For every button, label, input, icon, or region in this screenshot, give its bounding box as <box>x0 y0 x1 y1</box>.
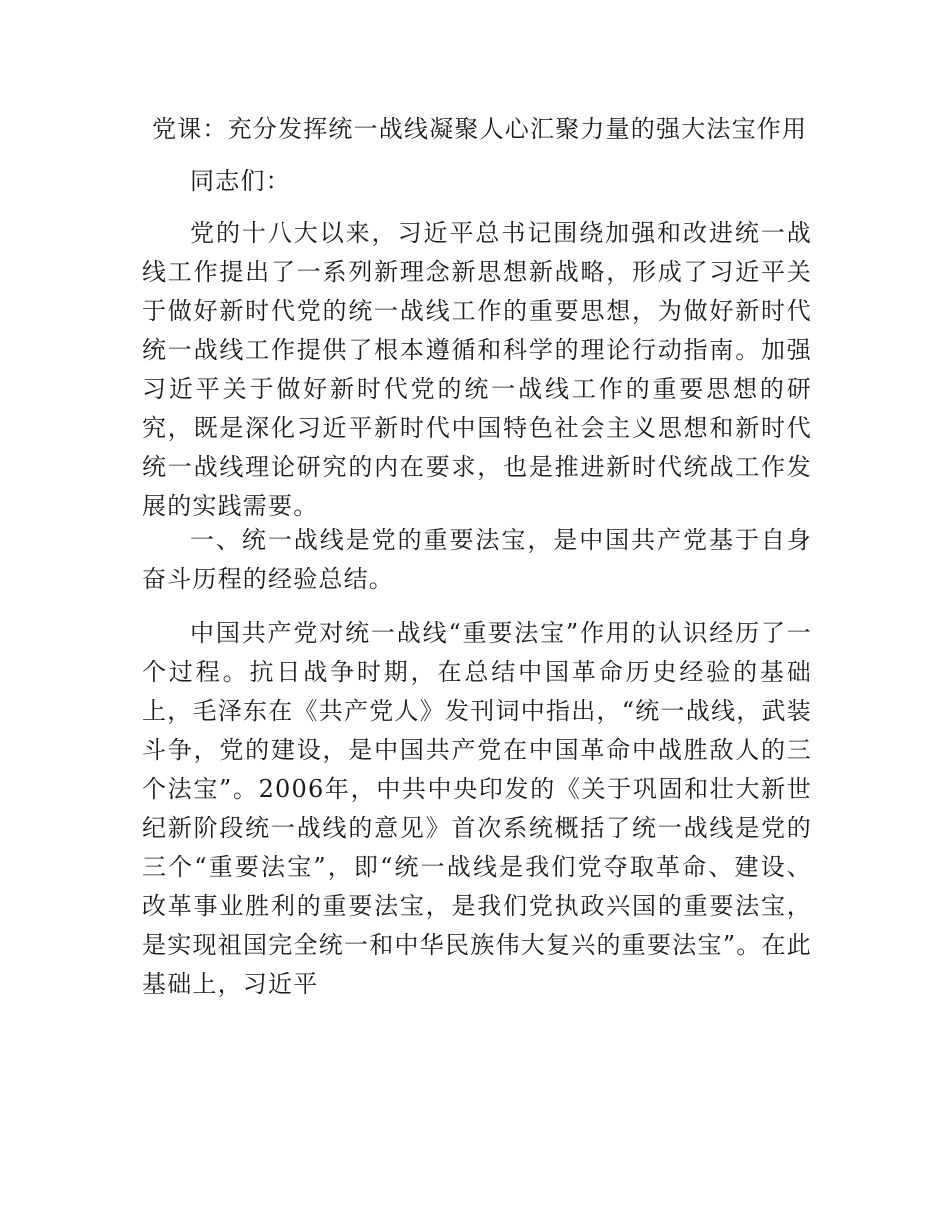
paragraph-intro: 党的十八大以来，习近平总书记围绕加强和改进统一战线工作提出了一系列新理念新思想新战略，形成了习近平关于做好新时代党的统一战线工作的重要思想，为做好新时代统一战线工作提供了根本遵循和科学的理论行动指南。加强习近平关于做好新时代党的统一战线工作的重要思想的研究，既是深化习近平新时代中国特色社会主义思想和新时代统一战线理论研究的内在要求，也是推进新时代统战工作发展的实践需要。 <box>142 219 812 520</box>
paragraph-body: 中国共产党对统一战线“重要法宝”作用的认识经历了一个过程。抗日战争时期，在总结中国革命历史经验的基础上，毛泽东在《共产党人》发刊词中指出，“统一战线，武装斗争，党的建设，是中国共产党在中国革命中战胜敌人的三个法宝”。2006年，中共中央印发的《关于巩固和壮大新世纪新阶段统一战线的意见》首次系统概括了统一战线是党的三个“重要法宝”，即“统一战线是我们党夺取革命、建设、改革事业胜利的重要法宝，是我们党执政兴国的重要法宝，是实现祖国完全统一和中华民族伟大复兴的重要法宝”。在此基础上，习近平 <box>142 619 812 998</box>
paragraph-section-heading: 一、统一战线是党的重要法宝，是中国共产党基于自身奋斗历程的经验总结。 <box>142 526 812 593</box>
document-title: 党课：充分发挥统一战线凝聚人心汇聚力量的强大法宝作用 <box>152 115 808 143</box>
salutation: 同志们： <box>190 167 291 195</box>
